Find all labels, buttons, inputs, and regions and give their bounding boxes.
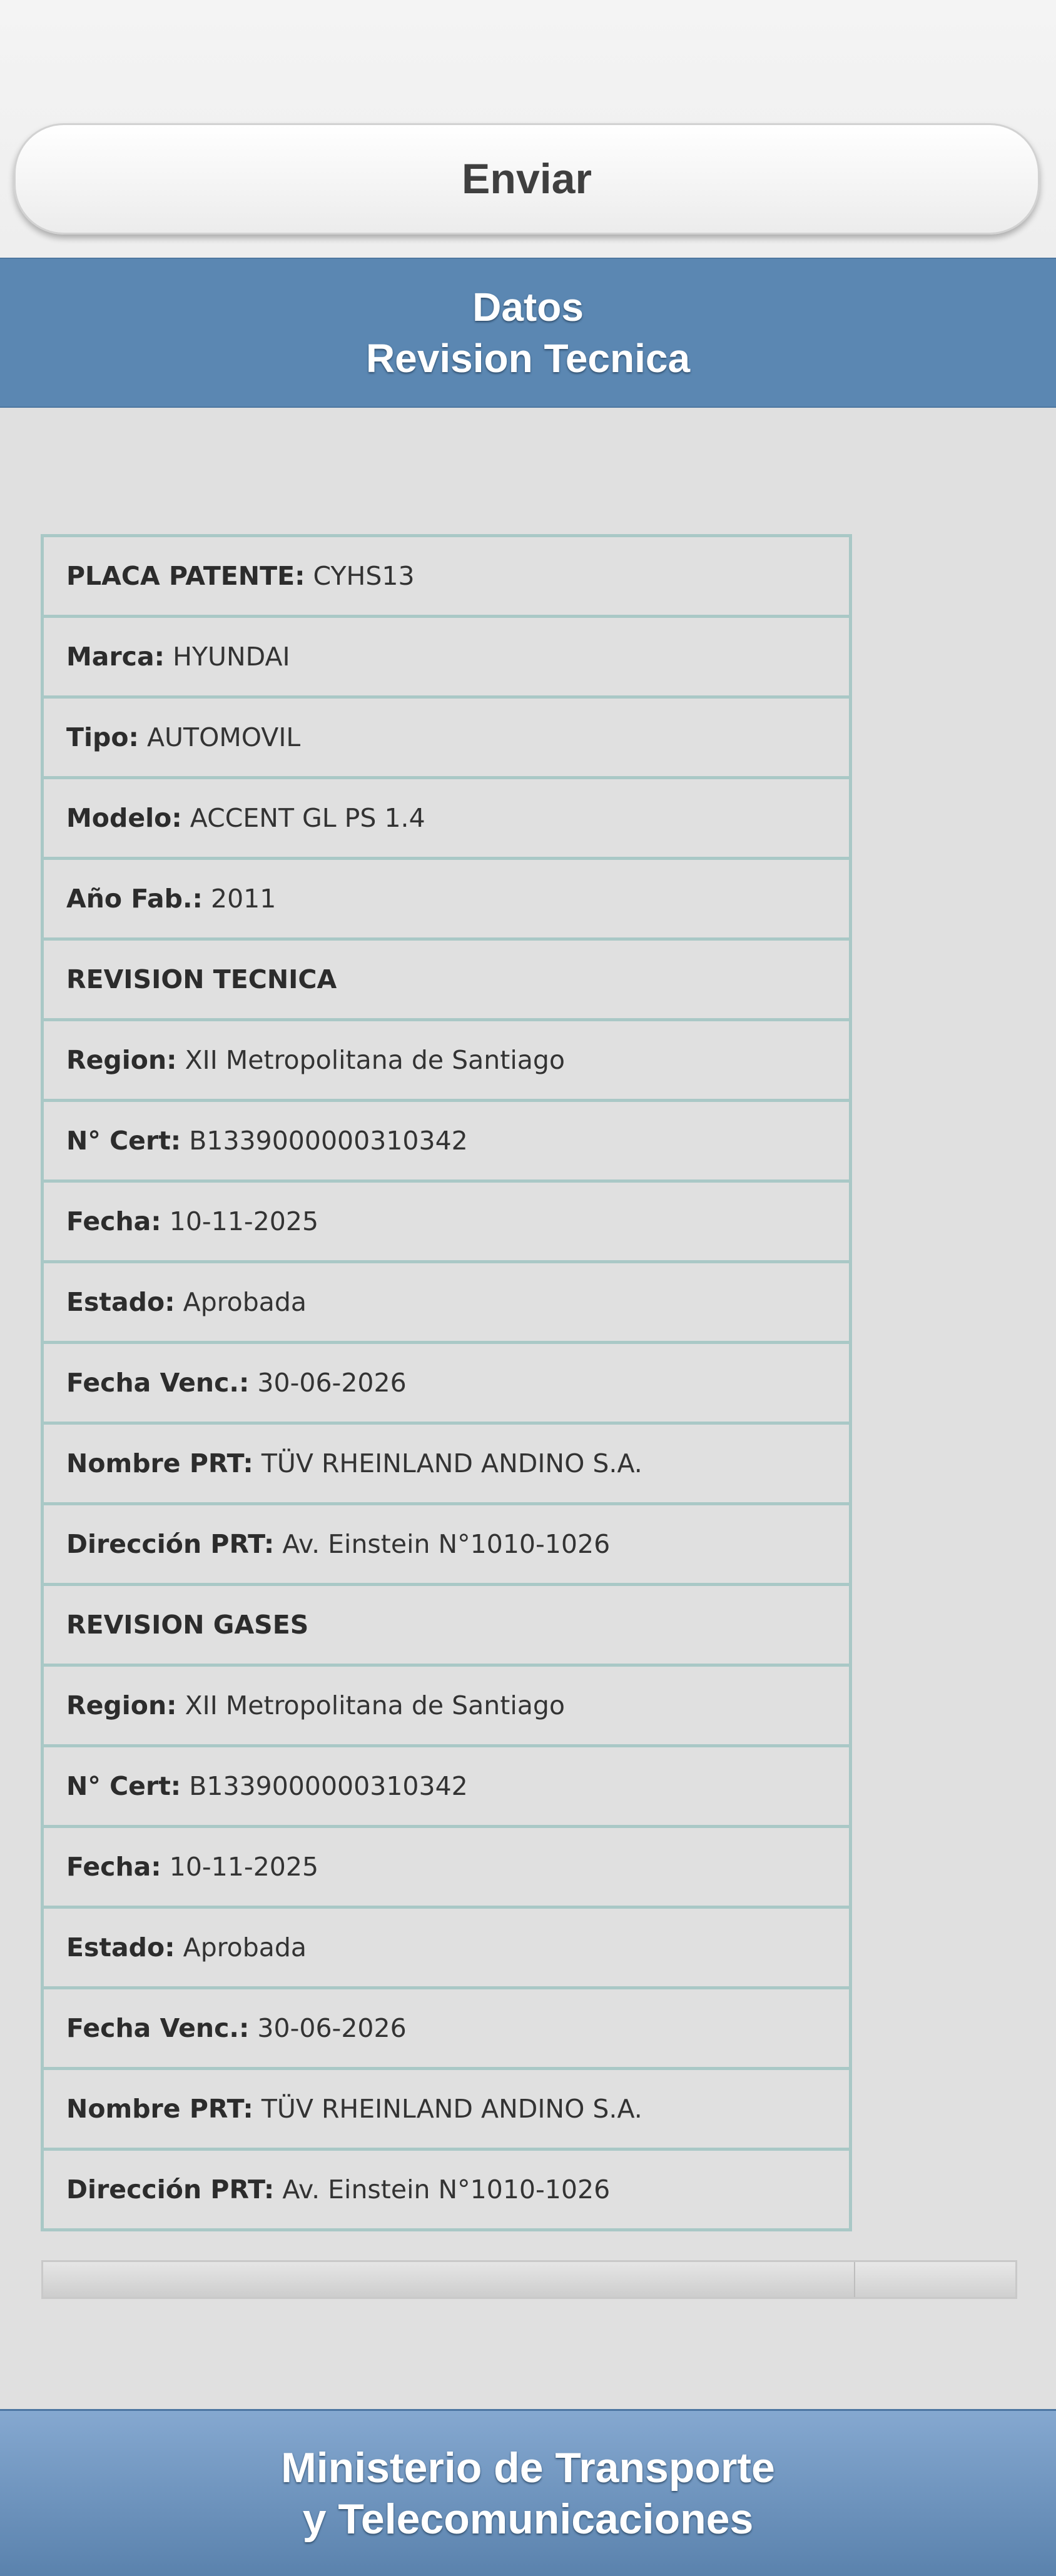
field-value: Av. Einstein N°1010-1026 bbox=[282, 2174, 611, 2205]
horizontal-scrollbar[interactable] bbox=[41, 2260, 1017, 2299]
table-row bbox=[43, 859, 851, 939]
field-value: TÜV RHEINLAND ANDINO S.A. bbox=[261, 1448, 642, 1478]
section-label: REVISION TECNICA bbox=[66, 964, 337, 994]
table-row bbox=[43, 1907, 851, 1988]
field-label: Fecha Venc.: bbox=[66, 2013, 250, 2043]
field-label: Tipo: bbox=[66, 722, 139, 752]
table-row bbox=[43, 2069, 851, 2149]
footer bbox=[0, 2409, 1056, 2576]
field-label: Fecha: bbox=[66, 1852, 161, 1882]
field-label: N° Cert: bbox=[66, 1771, 181, 1801]
field-value: Av. Einstein N°1010-1026 bbox=[282, 1529, 611, 1559]
table-row bbox=[43, 536, 851, 617]
field-value: 30-06-2026 bbox=[257, 1368, 407, 1398]
table-row bbox=[43, 1262, 851, 1343]
field-value: TÜV RHEINLAND ANDINO S.A. bbox=[261, 2094, 642, 2124]
field-value: 30-06-2026 bbox=[257, 2013, 407, 2043]
field-label: Region: bbox=[66, 1690, 177, 1720]
table-row bbox=[43, 1988, 851, 2069]
field-label: Año Fab.: bbox=[66, 884, 203, 914]
field-value: 10-11-2025 bbox=[169, 1206, 319, 1236]
field-value: XII Metropolitana de Santiago bbox=[185, 1045, 565, 1075]
field-value: 2011 bbox=[211, 884, 277, 914]
table-row bbox=[43, 1827, 851, 1907]
field-label: PLACA PATENTE: bbox=[66, 561, 305, 591]
vehicle-data-table bbox=[41, 534, 852, 2231]
table-row bbox=[43, 2149, 851, 2230]
field-value: B1339000000310342 bbox=[189, 1771, 468, 1801]
field-value: HYUNDAI bbox=[173, 642, 290, 672]
table-row bbox=[43, 1585, 851, 1665]
field-label: Nombre PRT: bbox=[66, 1448, 253, 1478]
table-row bbox=[43, 617, 851, 697]
table-row bbox=[43, 1665, 851, 1746]
submit-button[interactable]: Enviar bbox=[14, 123, 1040, 235]
field-value: Aprobada bbox=[183, 1287, 307, 1317]
field-label: Fecha: bbox=[66, 1206, 161, 1236]
field-value: CYHS13 bbox=[313, 561, 415, 591]
field-label: Nombre PRT: bbox=[66, 2094, 253, 2124]
footer-line2: y Telecomunicaciones bbox=[302, 2495, 754, 2543]
table-row bbox=[43, 1181, 851, 1262]
table-row bbox=[43, 1101, 851, 1181]
field-value: AUTOMOVIL bbox=[146, 722, 301, 752]
section-title-line2: Revision Tecnica bbox=[365, 336, 691, 381]
table-row bbox=[43, 1423, 851, 1504]
section-label: REVISION GASES bbox=[66, 1610, 309, 1640]
section-title-line1: Datos bbox=[472, 285, 584, 330]
field-label: Modelo: bbox=[66, 803, 182, 833]
field-label: N° Cert: bbox=[66, 1126, 181, 1156]
field-label: Dirección PRT: bbox=[66, 2174, 275, 2205]
table-row bbox=[43, 1343, 851, 1423]
field-value: 10-11-2025 bbox=[169, 1852, 319, 1882]
field-label: Fecha Venc.: bbox=[66, 1368, 250, 1398]
field-value: B1339000000310342 bbox=[189, 1126, 468, 1156]
table-row bbox=[43, 1504, 851, 1585]
table-row bbox=[43, 697, 851, 778]
table-row bbox=[43, 778, 851, 859]
field-label: Marca: bbox=[66, 642, 165, 672]
footer-line1: Ministerio de Transporte bbox=[281, 2444, 775, 2492]
field-value: Aprobada bbox=[183, 1932, 307, 1962]
field-value: ACCENT GL PS 1.4 bbox=[190, 803, 425, 833]
table-row bbox=[43, 1020, 851, 1101]
field-label: Estado: bbox=[66, 1932, 175, 1962]
table-row bbox=[43, 1746, 851, 1827]
table-row bbox=[43, 939, 851, 1020]
field-value: XII Metropolitana de Santiago bbox=[185, 1690, 565, 1720]
field-label: Region: bbox=[66, 1045, 177, 1075]
scrollbar-thumb[interactable] bbox=[43, 2262, 855, 2297]
field-label: Estado: bbox=[66, 1287, 175, 1317]
field-label: Dirección PRT: bbox=[66, 1529, 275, 1559]
section-header bbox=[0, 258, 1056, 408]
